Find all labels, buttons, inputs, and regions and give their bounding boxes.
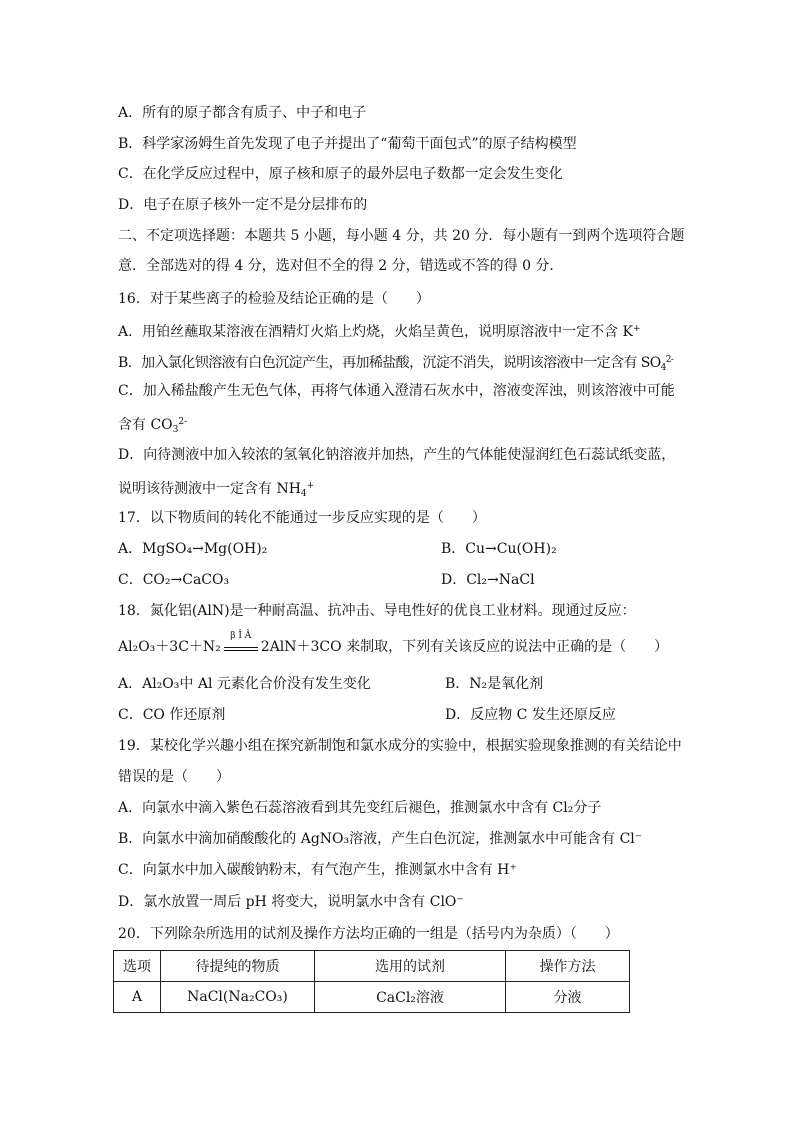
q15-option-a: A．所有的原子都含有质子、中子和电子	[118, 105, 367, 121]
equation-products: 2AlN＋3CO 来制取，下列有关该反应的说法中正确的是（ ）	[260, 639, 669, 655]
q16-option-c-line1: C．加入稀盐酸产生无色气体，再将气体通入澄清石灰水中，溶液变浑浊，则该溶液中可能	[118, 383, 675, 399]
q16-option-d-line2: 说明该待测液中一定含有 $NH_4^+$	[118, 481, 315, 499]
table-cell: A	[114, 982, 161, 1013]
q16-stem: 16．对于某些离子的检验及结论正确的是（ ）	[118, 291, 430, 307]
section2-instructions-line2: 意．全部选对的得 4 分，选对但不全的得 2 分，错选或不答的得 0 分．	[118, 258, 564, 274]
q19-option-b: B．向氯水中滴加硝酸酸化的 AgNO₃溶液，产生白色沉淀，推测氯水中可能含有 Cl⁻	[118, 831, 643, 847]
table-cell: 分液	[506, 982, 630, 1013]
q18-option-a: A．Al₂O₃中 Al 元素化合价没有发生变化	[118, 676, 371, 692]
table-header-cell: 待提纯的物质	[161, 951, 315, 982]
q17-option-d: D．Cl₂→NaCl	[441, 572, 535, 588]
q17-stem: 17．以下物质间的转化不能通过一步反应实现的是（ ）	[118, 510, 486, 526]
table-header-cell: 操作方法	[506, 951, 630, 982]
table-row	[114, 982, 630, 1013]
table-cell: NaCl(Na₂CO₃)	[161, 982, 315, 1013]
q19-option-a: A．向氯水中滴入紫色石蕊溶液看到其先变红后褪色，推测氯水中含有 Cl₂分子	[118, 800, 602, 816]
q16-option-b: B．加入氯化钡溶液有白色沉淀产生，再加稀盐酸，沉淀不消失，说明该溶液中一定含有 $SO_4^{2-}$	[118, 355, 674, 373]
table-cell: CaCl₂溶液	[315, 982, 506, 1013]
equation-reactants: Al₂O₃＋3C＋N₂	[118, 639, 221, 655]
q18-option-b: B．N₂是氧化剂	[445, 676, 544, 692]
q15-option-b: B．科学家汤姆生首先发现了电子并提出了“葡萄干面包式”的原子结构模型	[118, 136, 577, 152]
q20-stem: 20．下列除杂所选用的试剂及操作方法均正确的一组是（括号内为杂质）（ ）	[118, 926, 619, 942]
q18-equation	[118, 631, 669, 657]
table-header-cell: 选用的试剂	[315, 951, 506, 982]
q16-option-a: A．用铂丝蘸取某溶液在酒精灯火焰上灼烧，火焰呈黄色，说明原溶液中一定不含 K+	[118, 324, 641, 340]
table-header-cell: 选项	[114, 951, 161, 982]
table-header-row	[114, 951, 630, 982]
q19-stem-line2: 错误的是（ ）	[118, 769, 230, 785]
q19-stem-line1: 19．某校化学兴趣小组在探究新制饱和氯水成分的实验中，根据实验现象推测的有关结论中	[118, 738, 682, 754]
section2-instructions-line1: 二、不定项选择题：本题共 5 小题，每小题 4 分，共 20 分．每小题有一到两个选项符合题	[118, 228, 685, 244]
q16-option-d-line1: D．向待测液中加入较浓的氢氧化钠溶液并加热，产生的气体能使湿润红色石蕊试纸变蓝，	[118, 447, 676, 463]
q15-option-c: C．在化学反应过程中，原子核和原子的最外层电子数都一定会发生变化	[118, 166, 563, 182]
q19-option-c: C．向氯水中加入碳酸钠粉末，有气泡产生，推测氯水中含有 H⁺	[118, 862, 517, 878]
q19-option-d: D．氯水放置一周后 pH 将变大，说明氯水中含有 ClO⁻	[118, 894, 464, 910]
q16-option-c-line2: 含有 $CO_3^{2-}$	[118, 417, 188, 435]
q15-option-d: D．电子在原子核外一定不是分层排布的	[118, 197, 368, 213]
q18-option-d: D．反应物 C 发生还原反应	[445, 707, 616, 723]
q17-option-c: C．CO₂→CaCO₃	[118, 572, 230, 588]
q18-option-c: C．CO 作还原剂	[118, 707, 226, 723]
q17-option-b: B．Cu→Cu(OH)₂	[441, 541, 557, 557]
q20-table	[113, 950, 630, 1013]
q17-option-a: A．MgSO₄→Mg(OH)₂	[118, 541, 268, 557]
q18-stem: 18．氮化铝(AlN)是一种耐高温、抗冲击、导电性好的优良工业材料。现通过反应：	[118, 603, 636, 619]
reaction-condition-arrow: β Î Â	[224, 639, 258, 651]
